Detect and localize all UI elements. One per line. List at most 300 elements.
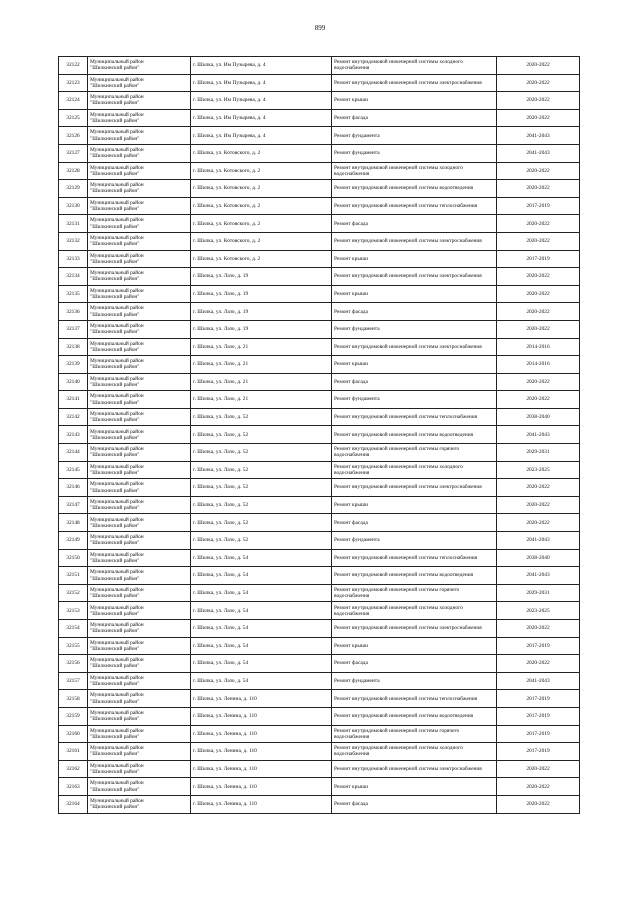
municipality-cell (88, 514, 191, 532)
work-type-cell: Ремонт фасада (332, 514, 497, 532)
municipality-type: Муниципальный район (90, 569, 144, 576)
row-number: 32164 (59, 795, 88, 813)
address-cell: г. Шилка, ул. Им Пузырева, д. 4 (191, 92, 332, 110)
work-type-cell: Ремонт крыши (332, 496, 497, 514)
table-row (59, 144, 580, 162)
municipality-cell (88, 707, 191, 725)
period-cell: 2020-2022 (497, 479, 580, 497)
table-row (59, 338, 580, 356)
row-number: 32141 (59, 391, 88, 409)
municipality-name: "Шилкинский район" (90, 557, 140, 564)
municipality-name: "Шилкинский район" (90, 118, 140, 125)
row-number: 32146 (59, 479, 88, 497)
period-cell: 2029-2031 (497, 584, 580, 602)
table-row (59, 426, 580, 444)
work-type-cell: Ремонт внутридомовой инженерной системы горячего водоснабжения (332, 444, 497, 462)
municipality-cell (88, 197, 191, 215)
municipality-type: Муниципальный район (90, 323, 144, 329)
period-cell: 2020-2022 (497, 180, 580, 198)
period-cell: 2041-2043 (497, 672, 580, 690)
address-cell: г. Шилка, ул. Лазо, д. 54 (191, 672, 332, 690)
municipality-cell (88, 285, 191, 303)
municipality-cell (88, 602, 191, 620)
row-number: 32129 (59, 180, 88, 198)
municipality-cell (88, 672, 191, 690)
address-cell: г. Шилка, ул. Лазо, д. 19 (191, 285, 332, 303)
work-type-cell: Ремонт внутридомовой инженерной системы водоотведения (332, 567, 497, 585)
period-cell: 2020-2022 (497, 109, 580, 127)
address-cell: г. Шилка, ул. Лазо, д. 19 (191, 320, 332, 338)
municipality-name: "Шилкинский район" (90, 241, 140, 248)
municipality-name: "Шилкинский район" (90, 751, 140, 758)
municipality-type: Муниципальный район (90, 481, 144, 488)
period-cell: 2023-2025 (497, 461, 580, 479)
address-cell: г. Шилка, ул. Лазо, д. 54 (191, 655, 332, 673)
municipality-type: Муниципальный район (90, 622, 144, 629)
row-number: 32156 (59, 655, 88, 673)
table-row (59, 162, 580, 180)
row-number: 32125 (59, 109, 88, 127)
address-cell: г. Шилка, ул. Котовского, д. 2 (191, 250, 332, 268)
row-number: 32150 (59, 549, 88, 567)
work-type-cell: Ремонт внутридомовой инженерной системы электроснабжения (332, 74, 497, 92)
municipality-cell (88, 356, 191, 374)
municipality-cell (88, 760, 191, 778)
row-number: 32154 (59, 620, 88, 638)
period-cell: 2020-2022 (497, 778, 580, 796)
address-cell: г. Шилка, ул. Лазо, д. 21 (191, 391, 332, 409)
municipality-cell (88, 303, 191, 321)
work-type-cell: Ремонт фасада (332, 655, 497, 673)
address-cell: г. Шилка, ул. Ленина, д. 110 (191, 743, 332, 761)
work-type-cell: Ремонт внутридомовой инженерной системы горячего водоснабжения (332, 725, 497, 743)
address-cell: г. Шилка, ул. Ленина, д. 110 (191, 760, 332, 778)
municipality-cell (88, 549, 191, 567)
row-number: 32123 (59, 74, 88, 92)
table-row (59, 92, 580, 110)
row-number: 32137 (59, 320, 88, 338)
address-cell: г. Шилка, ул. Лазо, д. 19 (191, 303, 332, 321)
row-number: 32159 (59, 707, 88, 725)
period-cell: 2014-2016 (497, 338, 580, 356)
municipality-type: Муниципальный район (90, 551, 144, 558)
row-number: 32157 (59, 672, 88, 690)
row-number: 32134 (59, 268, 88, 286)
period-cell: 2041-2043 (497, 127, 580, 145)
address-cell: г. Шилка, ул. Котовского, д. 2 (191, 197, 332, 215)
period-cell: 2017-2019 (497, 707, 580, 725)
table-row (59, 57, 580, 75)
municipality-name: "Шилкинский район" (90, 82, 140, 89)
row-number: 32135 (59, 285, 88, 303)
table-row (59, 127, 580, 145)
work-type-cell: Ремонт фасада (332, 215, 497, 233)
municipality-type: Муниципальный район (90, 217, 144, 224)
municipality-cell (88, 620, 191, 638)
municipality-cell (88, 250, 191, 268)
municipality-name: "Шилкинский район" (90, 188, 140, 195)
work-type-cell: Ремонт крыши (332, 250, 497, 268)
period-cell: 2023-2025 (497, 602, 580, 620)
period-cell: 2038-2040 (497, 408, 580, 426)
address-cell: г. Шилка, ул. Им Пузырева, д. 4 (191, 74, 332, 92)
table-row (59, 672, 580, 690)
row-number: 32126 (59, 127, 88, 145)
municipality-type: Муниципальный район (90, 674, 144, 681)
municipality-type: Муниципальный район (90, 446, 144, 453)
work-type-cell: Ремонт внутридомовой инженерной системы горячего водоснабжения (332, 584, 497, 602)
municipality-name: "Шилкинский район" (90, 329, 140, 336)
row-number: 32162 (59, 760, 88, 778)
table-row (59, 303, 580, 321)
period-cell: 2020-2022 (497, 74, 580, 92)
address-cell: г. Шилка, ул. Лазо, д. 52 (191, 426, 332, 444)
row-number: 32153 (59, 602, 88, 620)
table-row (59, 567, 580, 585)
municipality-cell (88, 373, 191, 391)
municipality-type: Муниципальный район (90, 340, 144, 347)
period-cell: 2020-2022 (497, 162, 580, 180)
address-cell: г. Шилка, ул. Лазо, д. 21 (191, 338, 332, 356)
period-cell: 2020-2022 (497, 57, 580, 75)
row-number: 32147 (59, 496, 88, 514)
period-cell: 2041-2043 (497, 426, 580, 444)
table-row (59, 532, 580, 550)
municipality-type: Муниципальный район (90, 129, 144, 136)
period-cell: 2020-2022 (497, 620, 580, 638)
municipality-cell (88, 795, 191, 813)
row-number: 32152 (59, 584, 88, 602)
row-number: 32140 (59, 373, 88, 391)
period-cell: 2020-2022 (497, 268, 580, 286)
period-cell: 2038-2040 (497, 549, 580, 567)
table-body (59, 57, 580, 814)
work-type-cell: Ремонт внутридомовой инженерной системы теплоснабжения (332, 197, 497, 215)
table-row (59, 320, 580, 338)
municipality-cell (88, 320, 191, 338)
table-row (59, 496, 580, 514)
municipality-type: Муниципальный район (90, 428, 144, 435)
address-cell: г. Шилка, ул. Им Пузырева, д. 4 (191, 57, 332, 75)
address-cell: г. Шилка, ул. Лазо, д. 52 (191, 461, 332, 479)
work-type-cell: Ремонт внутридомовой инженерной системы водоотведения (332, 707, 497, 725)
work-type-cell: Ремонт фундамента (332, 127, 497, 145)
municipality-type: Муниципальный район (90, 710, 144, 717)
table-row (59, 584, 580, 602)
municipality-cell (88, 655, 191, 673)
address-cell: г. Шилка, ул. Ленина, д. 110 (191, 778, 332, 796)
table-row (59, 637, 580, 655)
municipality-type: Муниципальный район (90, 516, 144, 523)
municipality-type: Муниципальный район (90, 692, 144, 699)
work-type-cell: Ремонт фасада (332, 303, 497, 321)
municipality-type: Муниципальный район (90, 235, 144, 242)
address-cell: г. Шилка, ул. Им Пузырева, д. 4 (191, 109, 332, 127)
row-number: 32136 (59, 303, 88, 321)
table-row (59, 549, 580, 567)
work-type-cell: Ремонт внутридомовой инженерной системы холодного водоснабжения (332, 162, 497, 180)
period-cell: 2020-2022 (497, 285, 580, 303)
work-type-cell: Ремонт фундамента (332, 672, 497, 690)
row-number: 32128 (59, 162, 88, 180)
municipality-name: "Шилкинский район" (90, 769, 140, 776)
table-row (59, 795, 580, 813)
address-cell: г. Шилка, ул. Лазо, д. 21 (191, 373, 332, 391)
municipality-type: Муниципальный район (90, 745, 144, 752)
municipality-name: "Шилкинский район" (90, 698, 140, 705)
work-type-cell: Ремонт фундамента (332, 320, 497, 338)
address-cell: г. Шилка, ул. Котовского, д. 2 (191, 215, 332, 233)
table-row (59, 109, 580, 127)
municipality-name: "Шилкинский район" (90, 100, 140, 107)
repair-schedule-table (58, 56, 580, 814)
period-cell: 2017-2019 (497, 743, 580, 761)
municipality-name: "Шилкинский район" (90, 610, 140, 617)
municipality-name: "Шилкинский район" (90, 170, 140, 177)
row-number: 32139 (59, 356, 88, 374)
period-cell: 2020-2022 (497, 92, 580, 110)
work-type-cell: Ремонт внутридомовой инженерной системы водоотведения (332, 426, 497, 444)
table-row (59, 743, 580, 761)
municipality-name: "Шилкинский район" (90, 258, 140, 265)
municipality-type: Муниципальный район (90, 463, 144, 470)
municipality-cell (88, 162, 191, 180)
row-number: 32163 (59, 778, 88, 796)
row-number: 32138 (59, 338, 88, 356)
municipality-type: Муниципальный район (90, 762, 144, 769)
work-type-cell: Ремонт фундамента (332, 532, 497, 550)
work-type-cell: Ремонт внутридомовой инженерной системы холодного водоснабжения (332, 602, 497, 620)
row-number: 32133 (59, 250, 88, 268)
address-cell: г. Шилка, ул. Им Пузырева, д. 4 (191, 127, 332, 145)
address-cell: г. Шилка, ул. Лазо, д. 54 (191, 620, 332, 638)
work-type-cell: Ремонт внутридомовой инженерной системы холодного водоснабжения (332, 743, 497, 761)
table-row (59, 391, 580, 409)
period-cell: 2020-2022 (497, 514, 580, 532)
address-cell: г. Шилка, ул. Котовского, д. 2 (191, 144, 332, 162)
municipality-type: Муниципальный район (90, 727, 144, 734)
period-cell: 2020-2022 (497, 655, 580, 673)
municipality-cell (88, 92, 191, 110)
row-number: 32127 (59, 144, 88, 162)
address-cell: г. Шилка, ул. Котовского, д. 2 (191, 162, 332, 180)
work-type-cell: Ремонт внутридомовой инженерной системы холодного водоснабжения (332, 461, 497, 479)
address-cell: г. Шилка, ул. Лазо, д. 52 (191, 496, 332, 514)
work-type-cell: Ремонт фундамента (332, 144, 497, 162)
work-type-cell: Ремонт внутридомовой инженерной системы теплоснабжения (332, 408, 497, 426)
row-number: 32155 (59, 637, 88, 655)
address-cell: г. Шилка, ул. Лазо, д. 54 (191, 584, 332, 602)
municipality-name: "Шилкинский район" (90, 786, 140, 793)
table-row (59, 285, 580, 303)
work-type-cell: Ремонт крыши (332, 356, 497, 374)
period-cell: 2020-2022 (497, 391, 580, 409)
municipality-cell (88, 426, 191, 444)
table-row (59, 215, 580, 233)
row-number: 32148 (59, 514, 88, 532)
municipality-name: "Шилкинский район" (90, 645, 140, 652)
table-row (59, 479, 580, 497)
work-type-cell: Ремонт внутридомовой инженерной системы электроснабжения (332, 268, 497, 286)
municipality-type: Муниципальный район (90, 76, 144, 83)
municipality-type: Муниципальный район (90, 164, 144, 171)
municipality-cell (88, 232, 191, 250)
address-cell: г. Шилка, ул. Ленина, д. 110 (191, 725, 332, 743)
municipality-cell (88, 215, 191, 233)
period-cell: 2020-2022 (497, 215, 580, 233)
municipality-name: "Шилкинский район" (90, 575, 140, 582)
row-number: 32144 (59, 444, 88, 462)
municipality-cell (88, 496, 191, 514)
work-type-cell: Ремонт внутридомовой инженерной системы холодного водоснабжения (332, 57, 497, 75)
address-cell: г. Шилка, ул. Лазо, д. 54 (191, 602, 332, 620)
address-cell: г. Шилка, ул. Лазо, д. 54 (191, 637, 332, 655)
row-number: 32158 (59, 690, 88, 708)
municipality-cell (88, 778, 191, 796)
municipality-name: "Шилкинский район" (90, 276, 140, 283)
table-row (59, 74, 580, 92)
work-type-cell: Ремонт внутридомовой инженерной системы теплоснабжения (332, 690, 497, 708)
municipality-cell (88, 408, 191, 426)
municipality-type: Муниципальный район (90, 798, 144, 805)
municipality-cell (88, 338, 191, 356)
work-type-cell: Ремонт внутридомовой инженерной системы электроснабжения (332, 760, 497, 778)
work-type-cell: Ремонт крыши (332, 92, 497, 110)
municipality-type: Муниципальный район (90, 199, 144, 206)
row-number: 32130 (59, 197, 88, 215)
row-number: 32160 (59, 725, 88, 743)
row-number: 32124 (59, 92, 88, 110)
table-row (59, 620, 580, 638)
municipality-cell (88, 391, 191, 409)
table-row (59, 197, 580, 215)
municipality-type: Муниципальный район (90, 780, 144, 787)
municipality-name: "Шилкинский район" (90, 399, 140, 406)
municipality-name: "Шилкинский район" (90, 346, 140, 353)
municipality-type: Муниципальный район (90, 147, 144, 154)
table-row (59, 268, 580, 286)
municipality-cell (88, 461, 191, 479)
municipality-cell (88, 444, 191, 462)
municipality-name: "Шилкинский район" (90, 681, 140, 688)
period-cell: 2020-2022 (497, 373, 580, 391)
address-cell: г. Шилка, ул. Котовского, д. 2 (191, 232, 332, 250)
table-row (59, 655, 580, 673)
period-cell: 2020-2022 (497, 795, 580, 813)
address-cell: г. Шилка, ул. Ленина, д. 110 (191, 690, 332, 708)
table-row (59, 461, 580, 479)
work-type-cell: Ремонт крыши (332, 637, 497, 655)
municipality-name: "Шилкинский район" (90, 65, 140, 72)
work-type-cell: Ремонт внутридомовой инженерной системы электроснабжения (332, 338, 497, 356)
table-row (59, 356, 580, 374)
municipality-type: Муниципальный район (90, 252, 144, 259)
municipality-type: Муниципальный район (90, 657, 144, 664)
municipality-cell (88, 637, 191, 655)
address-cell: г. Шилка, ул. Лазо, д. 54 (191, 549, 332, 567)
period-cell: 2020-2022 (497, 303, 580, 321)
period-cell: 2014-2016 (497, 356, 580, 374)
municipality-cell (88, 743, 191, 761)
table-row (59, 690, 580, 708)
work-type-cell: Ремонт фасада (332, 373, 497, 391)
table-row (59, 778, 580, 796)
table-row (59, 444, 580, 462)
municipality-type: Муниципальный район (90, 287, 144, 294)
municipality-name: "Шилкинский район" (90, 381, 140, 388)
period-cell: 2041-2043 (497, 567, 580, 585)
period-cell: 2041-2043 (497, 144, 580, 162)
period-cell: 2020-2022 (497, 232, 580, 250)
municipality-cell (88, 144, 191, 162)
municipality-name: "Шилкинский район" (90, 522, 140, 529)
municipality-cell (88, 584, 191, 602)
municipality-type: Муниципальный район (90, 586, 144, 593)
row-number: 32132 (59, 232, 88, 250)
municipality-type: Муниципальный район (90, 604, 144, 611)
municipality-type: Муниципальный район (90, 270, 144, 277)
address-cell: г. Шилка, ул. Лазо, д. 52 (191, 479, 332, 497)
address-cell: г. Шилка, ул. Лазо, д. 52 (191, 444, 332, 462)
table-row (59, 760, 580, 778)
row-number: 32142 (59, 408, 88, 426)
municipality-type: Муниципальный район (90, 94, 144, 101)
address-cell: г. Шилка, ул. Лазо, д. 21 (191, 356, 332, 374)
period-cell: 2017-2019 (497, 725, 580, 743)
table-row (59, 180, 580, 198)
municipality-name: "Шилкинский район" (90, 628, 140, 635)
municipality-name: "Шилкинский район" (90, 153, 140, 160)
municipality-cell (88, 57, 191, 75)
address-cell: г. Шилка, ул. Лазо, д. 54 (191, 567, 332, 585)
municipality-name: "Шилкинский район" (90, 663, 140, 670)
municipality-cell (88, 690, 191, 708)
municipality-name: "Шилкинский район" (90, 434, 140, 441)
municipality-cell (88, 725, 191, 743)
municipality-name: "Шилкинский район" (90, 311, 140, 318)
municipality-name: "Шилкинский район" (90, 733, 140, 740)
table-row (59, 408, 580, 426)
municipality-name: "Шилкинский район" (90, 469, 140, 476)
municipality-type: Муниципальный район (90, 410, 144, 417)
period-cell: 2017-2019 (497, 637, 580, 655)
address-cell: г. Шилка, ул. Лазо, д. 19 (191, 268, 332, 286)
municipality-name: "Шилкинский район" (90, 135, 140, 142)
work-type-cell: Ремонт внутридомовой инженерной системы электроснабжения (332, 232, 497, 250)
municipality-name: "Шилкинский район" (90, 294, 140, 301)
municipality-type: Муниципальный район (90, 59, 144, 66)
municipality-cell (88, 109, 191, 127)
row-number: 32151 (59, 567, 88, 585)
municipality-type: Муниципальный район (90, 375, 144, 382)
municipality-cell (88, 268, 191, 286)
municipality-type: Муниципальный район (90, 358, 144, 365)
work-type-cell: Ремонт внутридомовой инженерной системы теплоснабжения (332, 549, 497, 567)
municipality-cell (88, 74, 191, 92)
municipality-type: Муниципальный район (90, 534, 144, 541)
period-cell: 2029-2031 (497, 444, 580, 462)
period-cell: 2017-2019 (497, 690, 580, 708)
municipality-name: "Шилкинский район" (90, 223, 140, 230)
municipality-name: "Шилкинский район" (90, 364, 140, 371)
municipality-type: Муниципальный район (90, 182, 144, 189)
work-type-cell: Ремонт крыши (332, 285, 497, 303)
table-row (59, 373, 580, 391)
work-type-cell: Ремонт фундамента (332, 391, 497, 409)
work-type-cell: Ремонт внутридомовой инженерной системы электроснабжения (332, 479, 497, 497)
work-type-cell: Ремонт внутридомовой инженерной системы электроснабжения (332, 620, 497, 638)
municipality-name: "Шилкинский район" (90, 716, 140, 723)
